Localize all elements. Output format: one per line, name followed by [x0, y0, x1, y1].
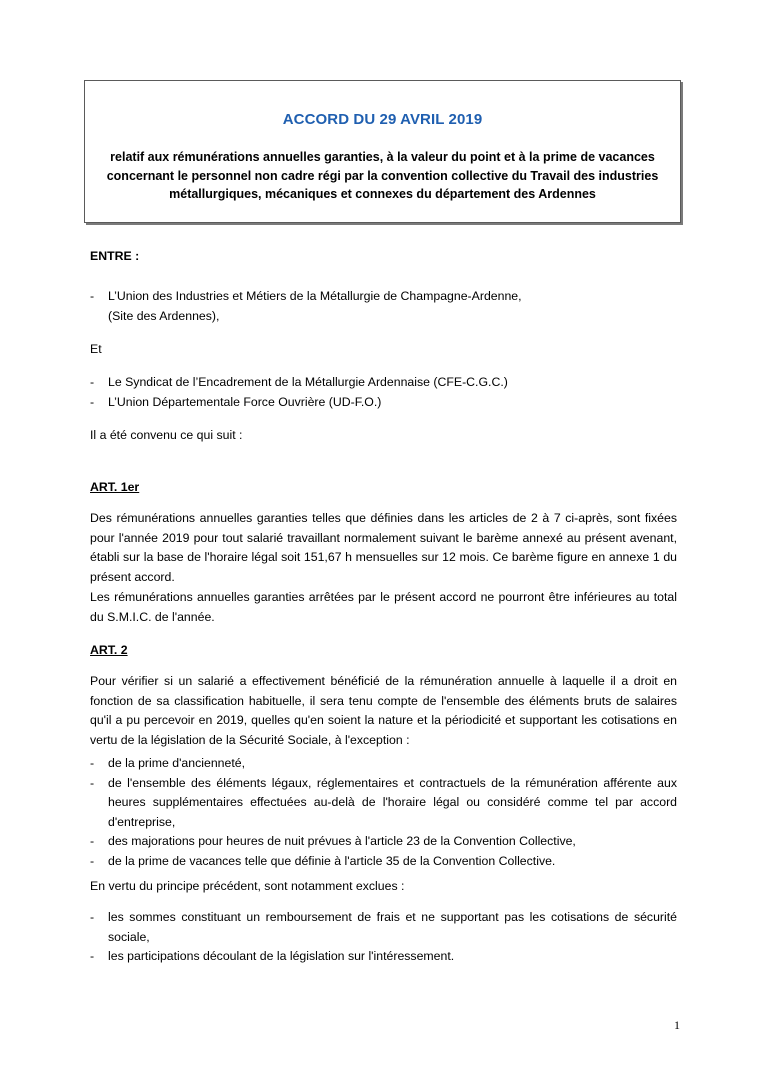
list-item: - de la prime de vacances telle que définie à l'article 35 de la Convention Collective. [90, 852, 677, 872]
art2-exceptions-list [90, 754, 677, 871]
document-subtitle: relatif aux rémunérations annuelles garanties, à la valeur du point et à la prime de vacances concernant le personnel non cadre régi par la convention collective du Travail des industries métallurgiques, mécaniques et connexes du département des Ardennes [106, 150, 659, 201]
document-title: ACCORD DU 29 AVRIL 2019 [282, 111, 483, 128]
art2-paragraph-1: Pour vérifier si un salarié a effectivement bénéficié de la rémunération annuelle à laquelle il a droit en fonction de sa classification habituelle, il sera tenu compte de l'ensemble des éléments bruts de salaires qu'il a pu percevoir en 2019, quelles qu'en soient la nature et la périodicité et supportant les cotisations en vertu de la législation de la Sécurité Sociale, à l'exception : [90, 674, 677, 747]
art1-paragraph-2: Les rémunérations annuelles garanties arrêtées par le présent accord ne pourront être inférieures au total du S.M.I.C. de l'année. [90, 590, 677, 624]
title-box [84, 80, 681, 223]
art1-heading: ART. 1er [90, 480, 140, 494]
list-item: - de la prime d'ancienneté, [90, 754, 677, 774]
party-uimm [90, 287, 677, 326]
convenu-text: Il a été convenu ce qui suit : [90, 428, 243, 442]
art2-heading: ART. 2 [90, 643, 128, 657]
page-number: 1 [674, 1018, 680, 1032]
entre-label: ENTRE : [90, 249, 140, 263]
list-item: - des majorations pour heures de nuit prévues à l'article 23 de la Convention Collective, [90, 832, 677, 852]
list-item: - les sommes constituant un remboursement de frais et ne supportant pas les cotisations de sécurité sociale, [90, 908, 677, 947]
art2-exclusions-list [90, 908, 677, 967]
et-label: Et [90, 342, 102, 356]
list-item: - les participations découlant de la législation sur l'intéressement. [90, 947, 677, 967]
art1-paragraph-1: Des rémunérations annuelles garanties telles que définies dans les articles de 2 à 7 ci-après, sont fixées pour l'année 2019 pour tout salarié travaillant normalement suivant le barème annexé au présent avenant, établi sur la base de l'horaire légal soit 151,67 h mensuelles sur 12 mois. Ce barème figure en annexe 1 du présent accord. [90, 511, 677, 584]
parties-list-1 [90, 287, 677, 326]
art2-paragraph-2: En vertu du principe précédent, sont notamment exclues : [90, 879, 405, 893]
party-cfe-cgc: - Le Syndicat de l’Encadrement de la Métallurgie Ardennaise (CFE-C.G.C.) [90, 373, 677, 393]
parties-list-2 [90, 373, 677, 412]
party-uimm-line2: (Site des Ardennes), [108, 308, 220, 323]
party-ud-fo: - L’Union Départementale Force Ouvrière (UD-F.O.) [90, 393, 677, 413]
party-uimm-line1: L’Union des Industries et Métiers de la Métallurgie de Champagne-Ardenne, [108, 289, 522, 303]
list-item: - de l'ensemble des éléments légaux, réglementaires et contractuels de la rémunération afférente aux heures supplémentaires effectuées au-delà de l'horaire légal ou considéré comme tel par accord d'entreprise, [90, 774, 677, 833]
